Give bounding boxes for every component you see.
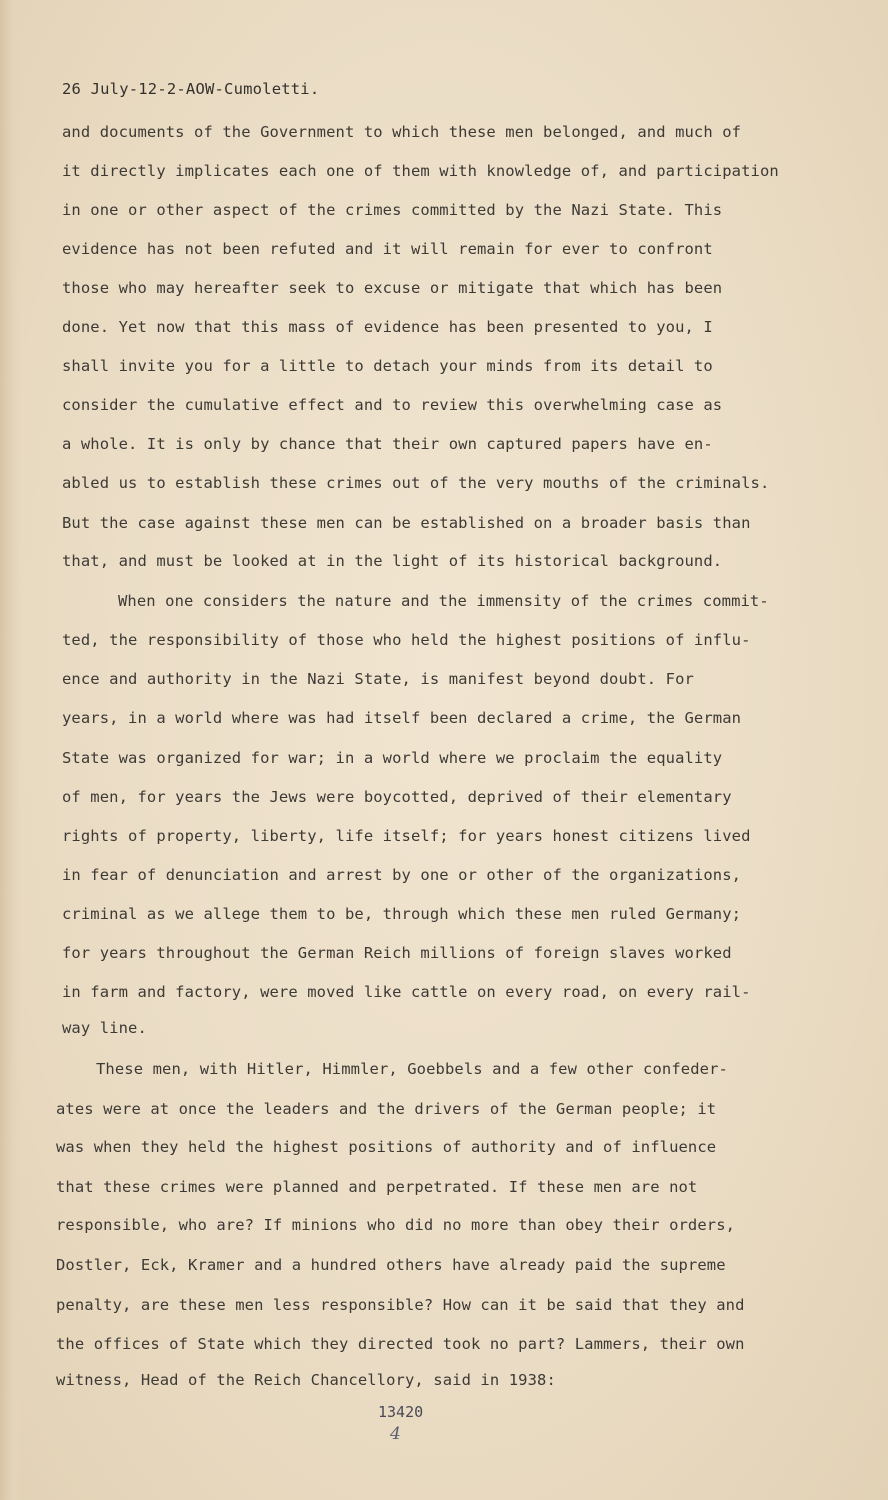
body-line: the offices of State which they directed took no part? Lammers, their own	[56, 1335, 745, 1353]
body-line: abled us to establish these crimes out of the very mouths of the criminals.	[62, 474, 770, 492]
body-line: way line.	[62, 1019, 147, 1037]
body-line: that, and must be looked at in the light of its historical background.	[62, 552, 723, 570]
handwritten-mark: 4	[390, 1424, 401, 1444]
body-line: that these crimes were planned and perpetrated. If these men are not	[56, 1178, 698, 1196]
body-line: for years throughout the German Reich millions of foreign slaves worked	[62, 944, 732, 962]
body-line: State was organized for war; in a world where we proclaim the equality	[62, 749, 723, 767]
body-line: in fear of denunciation and arrest by one or other of the organizations,	[62, 866, 742, 884]
body-line: years, in a world where was had itself been declared a crime, the German	[62, 709, 742, 727]
body-line: in one or other aspect of the crimes committed by the Nazi State. This	[62, 201, 723, 219]
body-line: But the case against these men can be established on a broader basis than	[62, 514, 751, 532]
page-number: 13420	[378, 1403, 424, 1421]
body-line: witness, Head of the Reich Chancellory, said in 1938:	[56, 1371, 556, 1389]
body-line: penalty, are these men less responsible? How can it be said that they and	[56, 1296, 745, 1314]
body-line: consider the cumulative effect and to review this overwhelming case as	[62, 396, 723, 414]
paper-edge-shadow	[0, 0, 22, 1500]
body-line: of men, for years the Jews were boycotted, deprived of their elementary	[62, 788, 732, 806]
body-line: done. Yet now that this mass of evidence has been presented to you, I	[62, 318, 713, 336]
body-line: shall invite you for a little to detach your minds from its detail to	[62, 357, 713, 375]
body-line: ted, the responsibility of those who held the highest positions of influ-	[62, 631, 751, 649]
page-header: 26 July-12-2-AOW-Cumoletti.	[62, 80, 320, 98]
body-line: These men, with Hitler, Himmler, Goebbels and a few other confeder-	[96, 1060, 728, 1078]
body-line: evidence has not been refuted and it will remain for ever to confront	[62, 240, 713, 258]
body-line: ates were at once the leaders and the drivers of the German people; it	[56, 1100, 717, 1118]
body-line: ence and authority in the Nazi State, is manifest beyond doubt. For	[62, 670, 694, 688]
body-line: those who may hereafter seek to excuse or mitigate that which has been	[62, 279, 723, 297]
body-line: a whole. It is only by chance that their own captured papers have en-	[62, 435, 713, 453]
body-line: and documents of the Government to which these men belonged, and much of	[62, 123, 742, 141]
body-line: Dostler, Eck, Kramer and a hundred others have already paid the supreme	[56, 1256, 726, 1274]
body-line: rights of property, liberty, life itself; for years honest citizens lived	[62, 827, 751, 845]
body-line: it directly implicates each one of them with knowledge of, and participation	[62, 162, 779, 180]
body-line: criminal as we allege them to be, through which these men ruled Germany;	[62, 905, 742, 923]
body-line: was when they held the highest positions of authority and of influence	[56, 1138, 717, 1156]
body-line: responsible, who are? If minions who did no more than obey their orders,	[56, 1216, 736, 1234]
body-line: in farm and factory, were moved like cattle on every road, on every rail-	[62, 983, 751, 1001]
body-line: When one considers the nature and the immensity of the crimes commit-	[118, 592, 769, 610]
